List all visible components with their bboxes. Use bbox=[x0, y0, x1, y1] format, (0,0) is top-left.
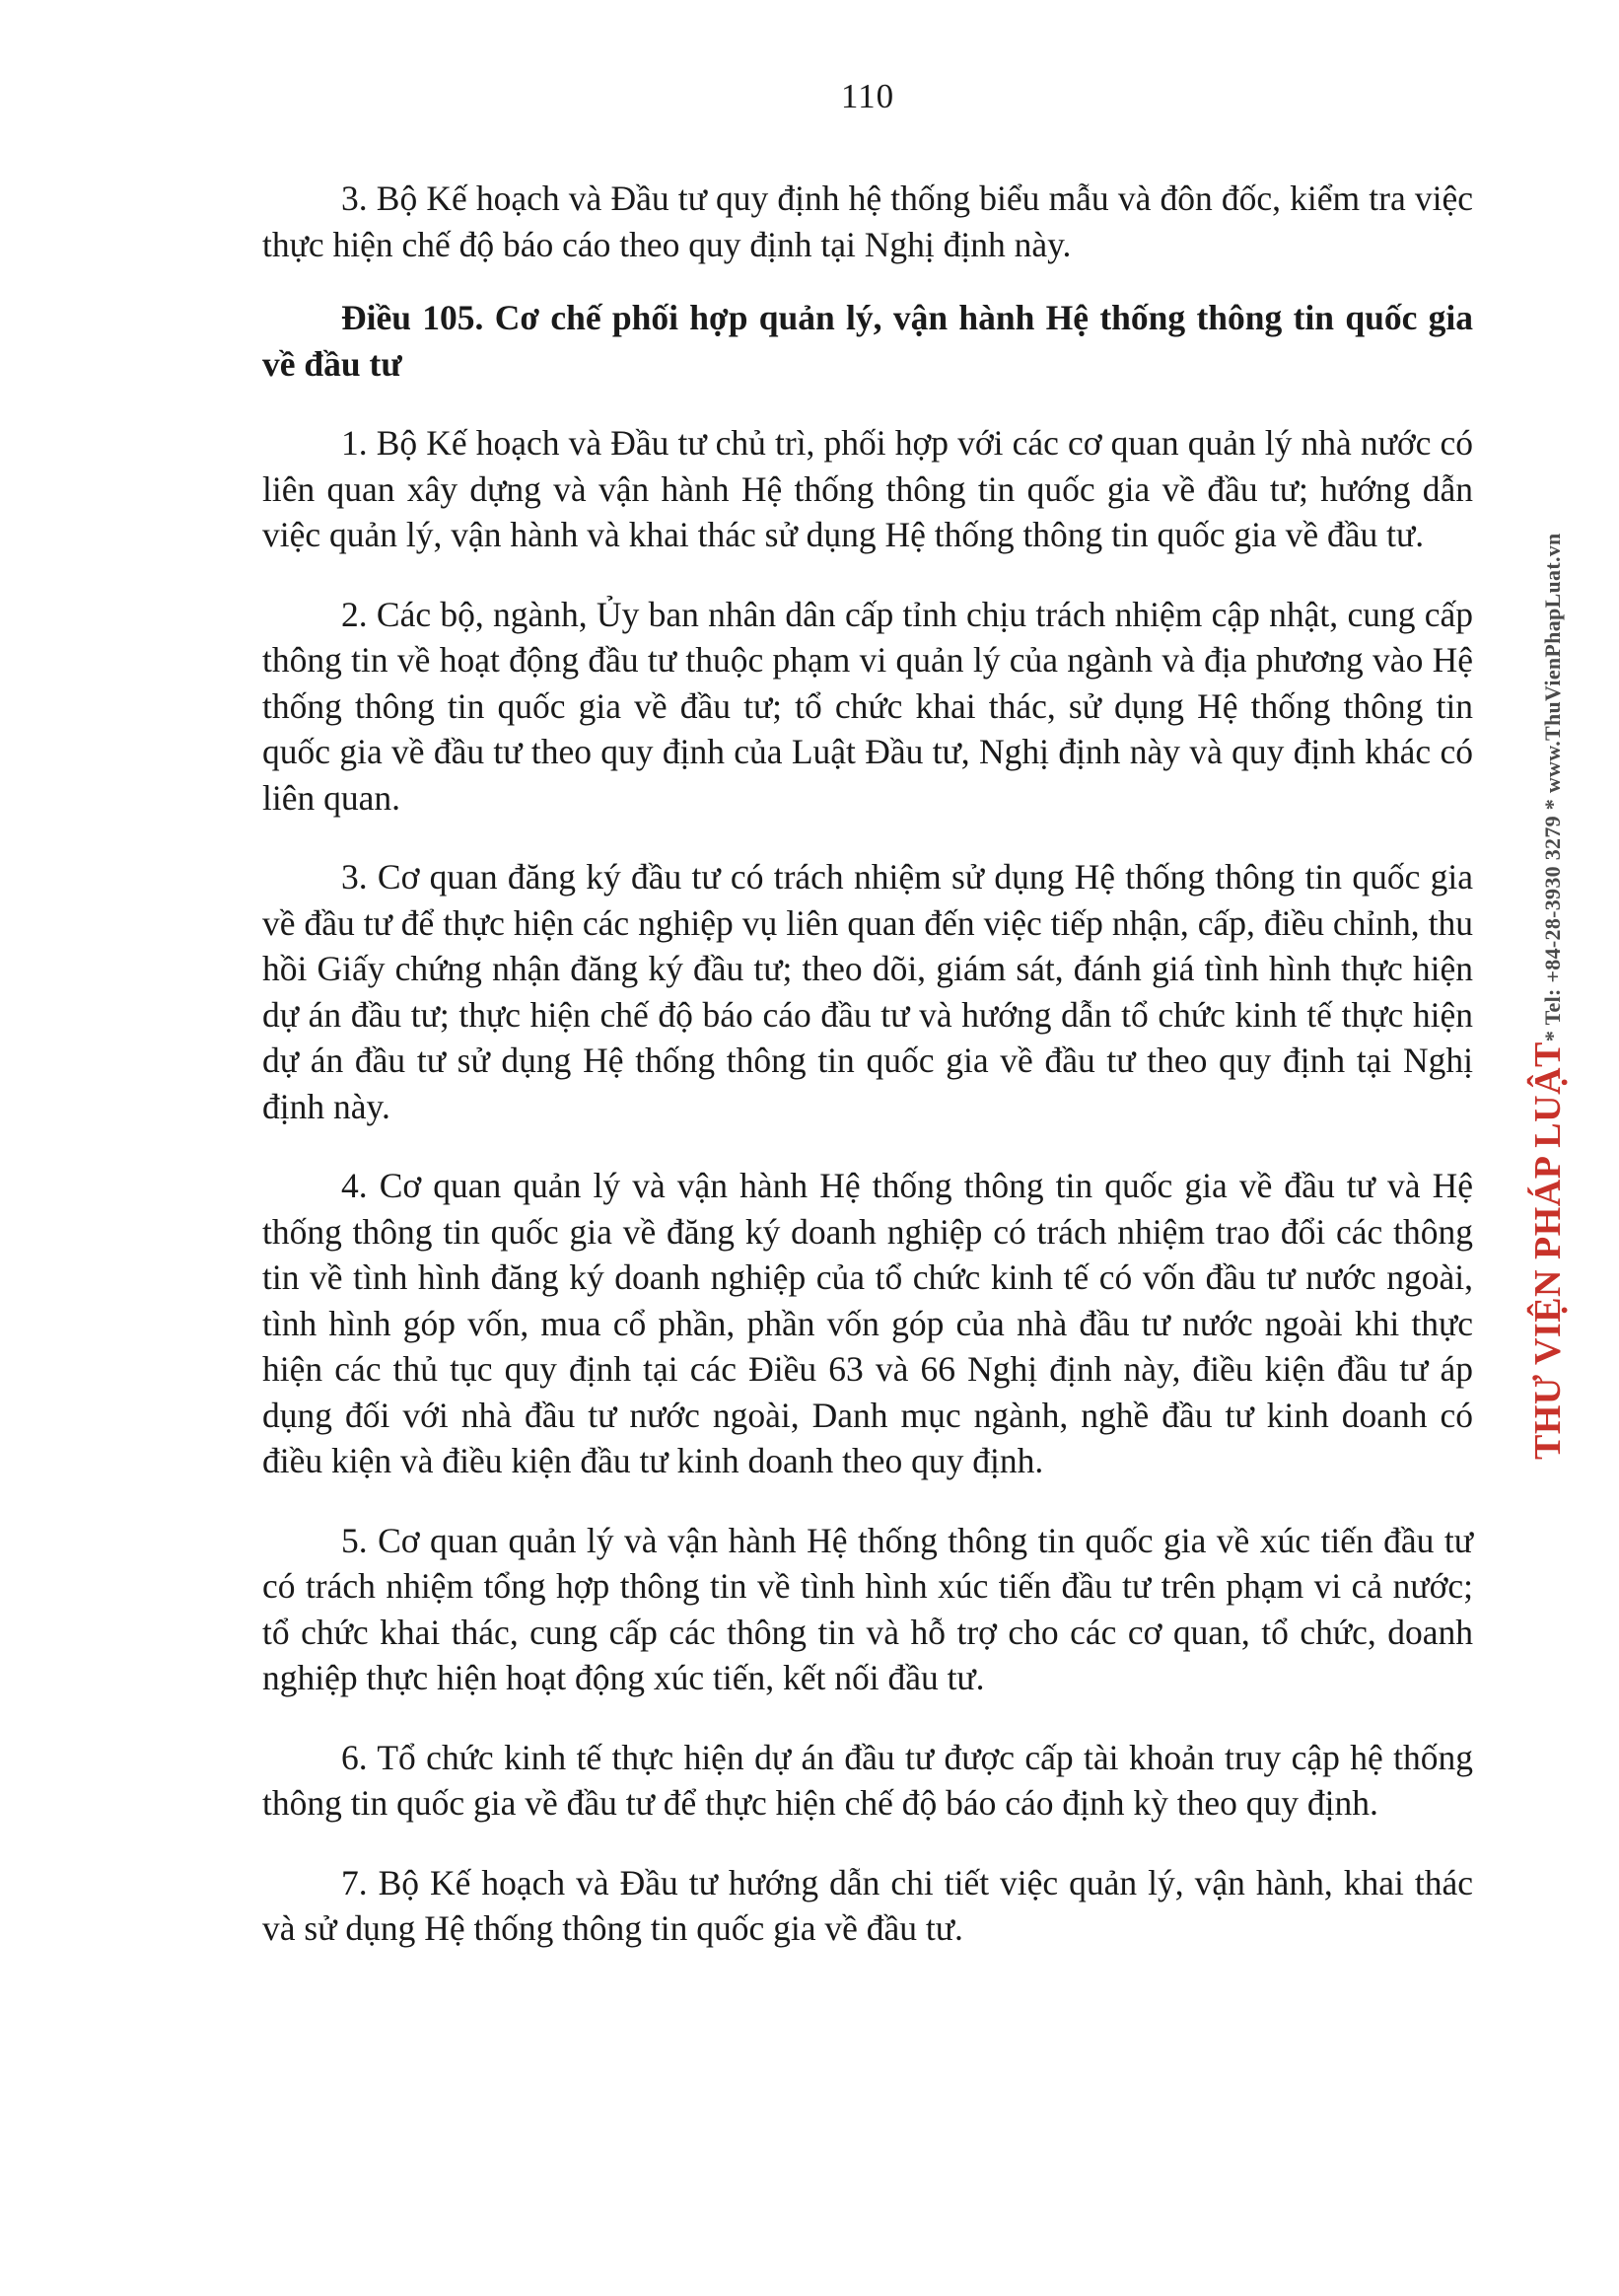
paragraph-clause-1: 1. Bộ Kế hoạch và Đầu tư chủ trì, phối hợp với các cơ quan quản lý nhà nước có liên quan xây dựng và vận hành Hệ thống thông tin quốc gia về đầu tư; hướng dẫn việc quản lý, vận hành và khai thác sử dụng Hệ thống thông tin quốc gia về đầu tư. bbox=[262, 423, 1473, 554]
watermark-contact: * Tel: +84-28-3930 3279 * www.ThuVienPhapLuat.vn bbox=[1540, 533, 1565, 1042]
paragraph-clause-3: 3. Cơ quan đăng ký đầu tư có trách nhiệm sử dụng Hệ thống thông tin quốc gia về đầu tư để thực hiện các nghiệp vụ liên quan đến việc tiếp nhận, cấp, điều chỉnh, thu hồi Giấy chứng nhận đăng ký đầu tư; theo dõi, giám sát, đánh giá tình hình thực hiện dự án đầu tư; thực hiện chế độ báo cáo đầu tư và hướng dẫn tổ chức kinh tế thực hiện dự án đầu tư sử dụng Hệ thống thông tin quốc gia về đầu tư theo quy định tại Nghị định này. bbox=[262, 857, 1473, 1126]
article-heading: Điều 105. Cơ chế phối hợp quản lý, vận hành Hệ thống thông tin quốc gia về đầu tư bbox=[262, 298, 1473, 384]
paragraph-clause-4: 4. Cơ quan quản lý và vận hành Hệ thống thông tin quốc gia về đầu tư và Hệ thống thông tin quốc gia về đăng ký doanh nghiệp có trách nhiệm trao đổi các thông tin về tình hình đăng ký doanh nghiệp của tổ chức kinh tế có vốn đầu tư nước ngoài, tình hình góp vốn, mua cổ phần, phần vốn góp của nhà đầu tư nước ngoài khi thực hiện các thủ tục quy định tại các Điều 63 và 66 Nghị định này, điều kiện đầu tư áp dụng đối với nhà đầu tư nước ngoài, Danh mục ngành, nghề đầu tư kinh doanh có điều kiện và điều kiện đầu tư kinh doanh theo quy định. bbox=[262, 1166, 1473, 1480]
paragraph-clause-2: 2. Các bộ, ngành, Ủy ban nhân dân cấp tỉnh chịu trách nhiệm cập nhật, cung cấp thông tin về hoạt động đầu tư thuộc phạm vi quản lý của ngành và địa phương vào Hệ thống thông tin quốc gia về đầu tư; tổ chức khai thác, sử dụng Hệ thống thông tin quốc gia về đầu tư theo quy định của Luật Đầu tư, Nghị định này và quy định khác có liên quan. bbox=[262, 594, 1473, 818]
document-body bbox=[262, 176, 1473, 1952]
watermark bbox=[1526, 533, 1570, 1460]
paragraph-clause-6: 6. Tổ chức kinh tế thực hiện dự án đầu tư được cấp tài khoản truy cập hệ thống thông tin quốc gia về đầu tư để thực hiện chế độ báo cáo định kỳ theo quy định. bbox=[262, 1737, 1473, 1823]
watermark-brand: THƯ VIỆN PHÁP LUẬT bbox=[1527, 1041, 1569, 1460]
paragraph-clause-3-reporting: 3. Bộ Kế hoạch và Đầu tư quy định hệ thống biểu mẫu và đôn đốc, kiểm tra việc thực hiện chế độ báo cáo theo quy định tại Nghị định này. bbox=[262, 179, 1473, 264]
paragraph-clause-7: 7. Bộ Kế hoạch và Đầu tư hướng dẫn chi tiết việc quản lý, vận hành, khai thác và sử dụng Hệ thống thông tin quốc gia về đầu tư. bbox=[262, 1862, 1473, 1948]
paragraph-clause-5: 5. Cơ quan quản lý và vận hành Hệ thống thông tin quốc gia về xúc tiến đầu tư có trách nhiệm tổng hợp thông tin về tình hình xúc tiến đầu tư trên phạm vi cả nước; tổ chức khai thác, cung cấp các thông tin và hỗ trợ cho các cơ quan, tổ chức, doanh nghiệp thực hiện hoạt động xúc tiến, kết nối đầu tư. bbox=[262, 1520, 1473, 1697]
page-number: 110 bbox=[840, 77, 895, 115]
